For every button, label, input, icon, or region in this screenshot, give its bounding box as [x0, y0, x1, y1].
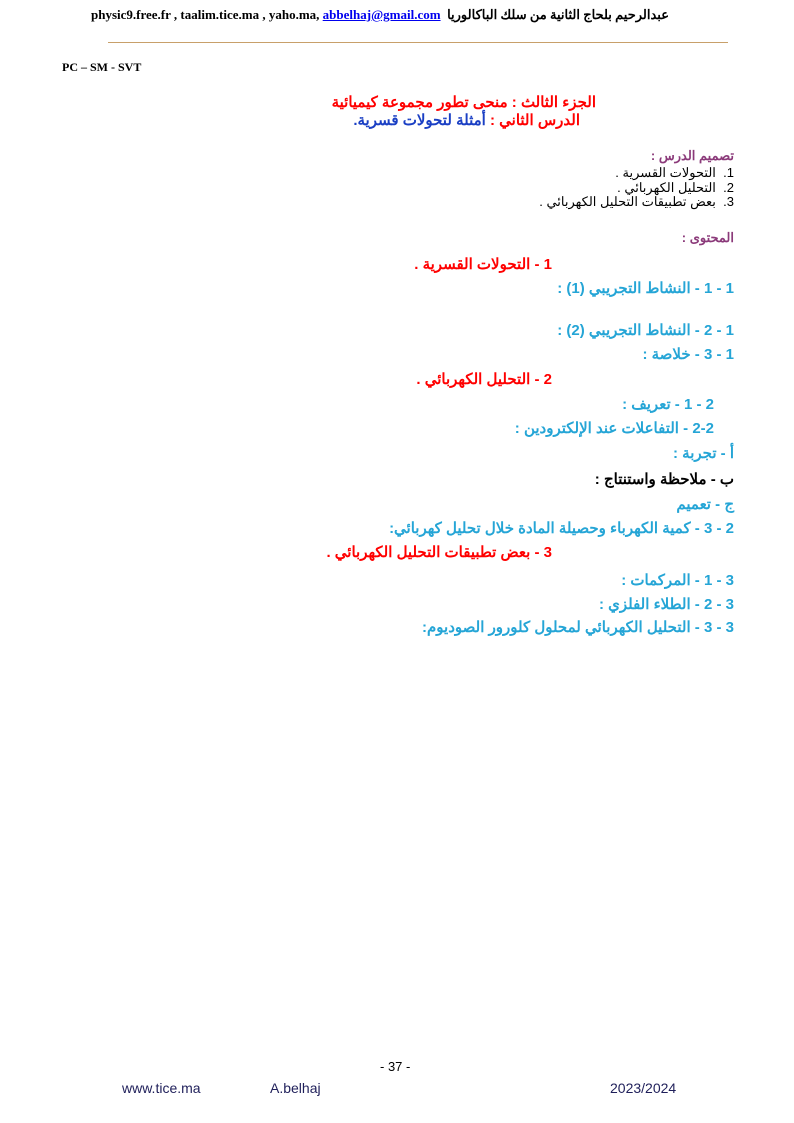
outline-item: 3 - 3 - التحليل الكهربائي لمحلول كلورور الصوديوم:	[422, 619, 734, 636]
list-item: 3. بعض تطبيقات التحليل الكهربائي .	[539, 194, 734, 209]
lesson-name: أمثلة لتحولات قسرية.	[353, 112, 486, 129]
design-list	[539, 166, 734, 210]
outline-item: 3 - بعض تطبيقات التحليل الكهربائي .	[326, 544, 552, 561]
design-heading: تصميم الدرس :	[650, 148, 734, 163]
outline-item: 2-2 - التفاعلات عند الإلكترودين :	[514, 420, 714, 437]
part-title: الجزء الثالث : منحى تطور مجموعة كيميائية	[331, 94, 596, 111]
page-number: - 37 -	[380, 1059, 411, 1074]
header-divider	[108, 42, 728, 43]
content-heading: المحتوى :	[681, 230, 734, 245]
outline-item: ب - ملاحظة واستنتاج :	[594, 471, 734, 488]
footer-author: A.belhaj	[270, 1080, 321, 1096]
outline-item: 2 - 1 - تعريف :	[622, 396, 714, 413]
page-header	[28, 7, 732, 23]
footer-site: www.tice.ma	[122, 1080, 201, 1096]
outline-item: ج - تعميم	[676, 496, 734, 513]
header-sites: physic9.free.fr , taalim.tice.ma , yaho.ma,	[91, 7, 323, 22]
outline-item: 2 - 3 - كمية الكهرباء وحصيلة المادة خلال تحليل كهربائي:	[389, 520, 734, 537]
list-item: 1. التحولات القسرية .	[615, 165, 734, 180]
header-email-link[interactable]: abbelhaj@gmail.com	[322, 7, 441, 22]
outline-item: أ - تجربة :	[672, 445, 734, 462]
outline-item: 1 - 3 - خلاصة :	[642, 346, 734, 363]
outline-item: 2 - التحليل الكهربائي .	[416, 371, 552, 388]
outline-item: 1 - التحولات القسرية .	[414, 256, 552, 273]
header-authors: عبدالرحيم بلحاج الثانية من سلك الباكالوريا	[447, 7, 669, 22]
lesson-title	[353, 111, 580, 129]
lesson-prefix: الدرس الثاني :	[485, 112, 580, 129]
outline-item: 3 - 1 - المركمات :	[621, 572, 734, 589]
level-label: PC – SM - SVT	[62, 60, 142, 74]
footer-year: 2023/2024	[610, 1080, 677, 1096]
outline-item: 1 - 2 - النشاط التجريبي (2) :	[557, 322, 734, 339]
list-item: 2. التحليل الكهربائي .	[617, 179, 734, 195]
outline-item: 1 - 1 - النشاط التجريبي (1) :	[557, 280, 734, 297]
outline-item: 3 - 2 - الطلاء الفلزي :	[598, 596, 734, 613]
